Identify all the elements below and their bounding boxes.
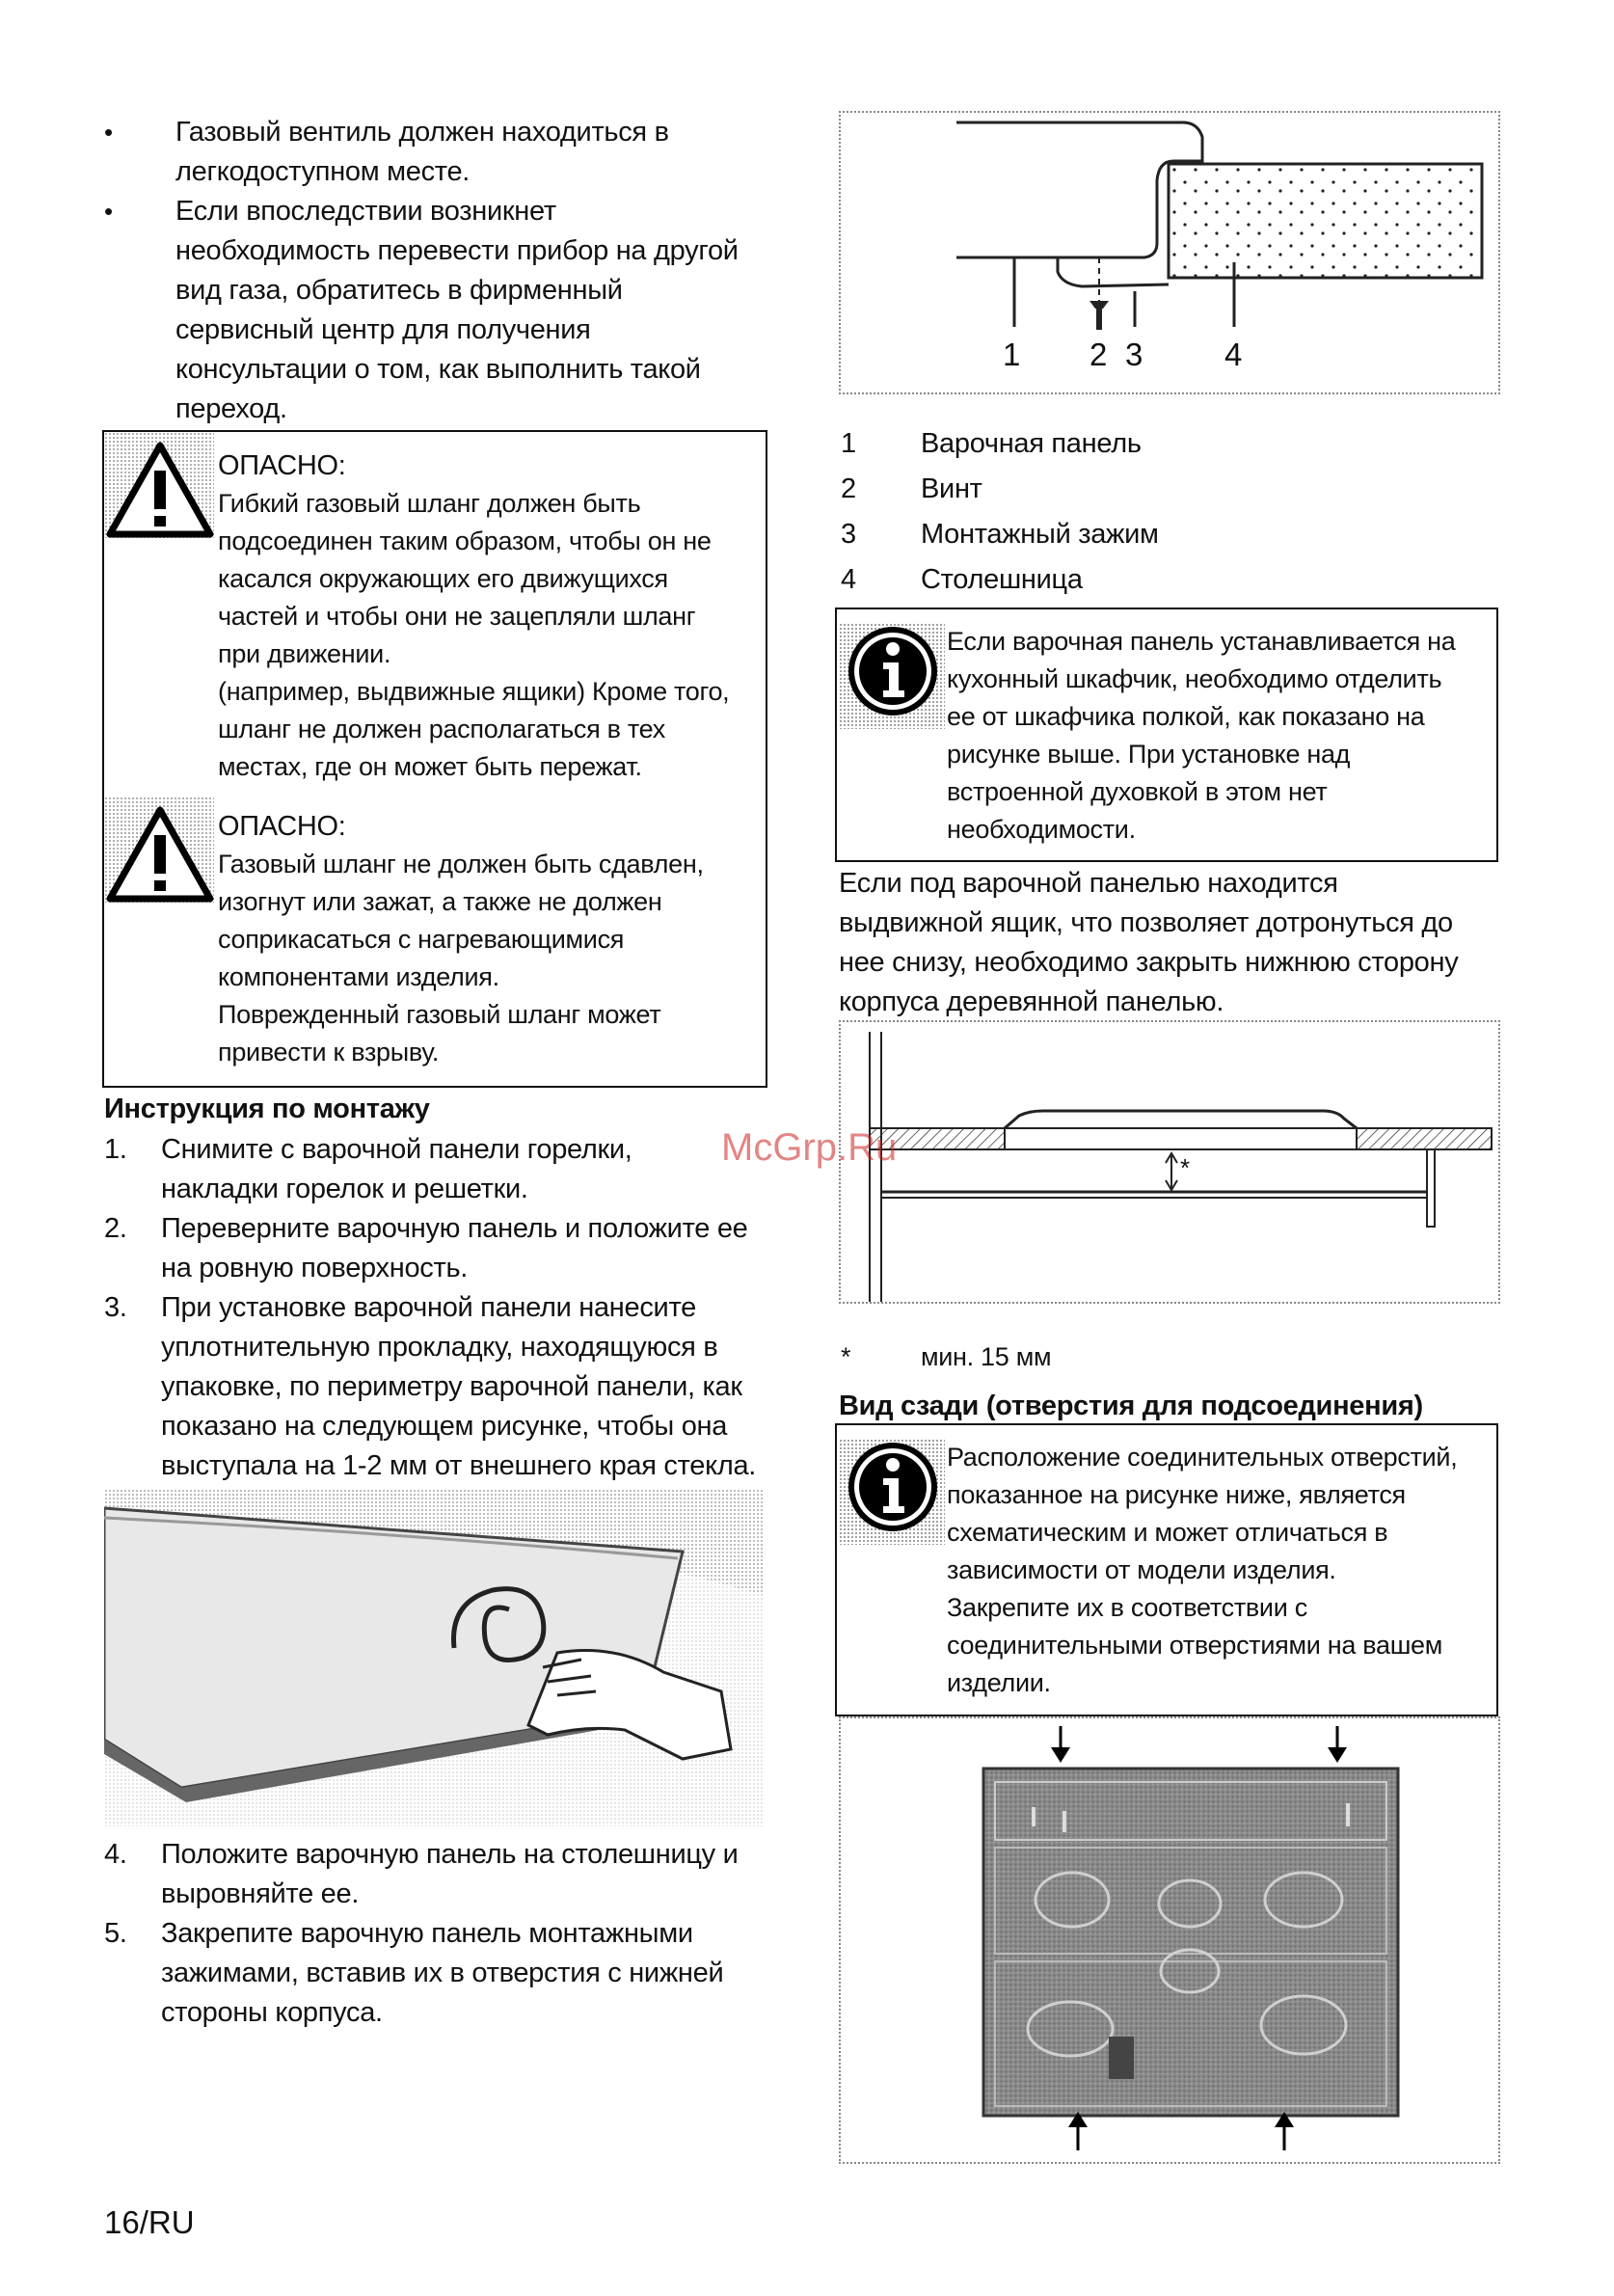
text-line: переход. xyxy=(175,393,287,424)
text-line: Поврежденный газовый шланг может xyxy=(218,1000,661,1029)
info-icon xyxy=(845,1439,941,1535)
legend-label: Варочная панель xyxy=(921,428,1142,459)
rear-view-heading: Вид сзади (отверстия для подсоединения) xyxy=(839,1391,1423,1421)
hob-gasket-drawing xyxy=(104,1489,764,1826)
info-text xyxy=(947,1439,1493,1702)
text-line: Газовый шланг не должен быть сдавлен, xyxy=(218,850,704,878)
text-line: подсоединен таким образом, чтобы он не xyxy=(218,527,712,555)
legend-label: Столешница xyxy=(921,564,1083,595)
watermark: McGrp.Ru xyxy=(721,1126,898,1169)
info-icon xyxy=(845,623,941,719)
cross-section-drawing xyxy=(841,113,1498,392)
text-line: Снимите с варочной панели горелки, xyxy=(161,1134,632,1165)
list-item xyxy=(0,1914,800,2033)
info-text xyxy=(947,623,1493,849)
step-number: 4. xyxy=(104,1839,127,1870)
text-line: кухонный шкафчик, необходимо отделить xyxy=(947,664,1442,693)
text-line: Газовый вентиль должен находиться в xyxy=(175,117,669,148)
text-line: Если под варочной панелью находится xyxy=(839,868,1338,899)
text-line: Расположение соединительных отверстий, xyxy=(947,1443,1458,1472)
list-item xyxy=(0,1209,800,1288)
page-number: 16/RU xyxy=(104,2204,195,2240)
gasket-illustration xyxy=(104,1489,764,1826)
warning-box-1 xyxy=(102,430,767,798)
text-line: касался окружающих его движущихся xyxy=(218,564,668,593)
info-box-2 xyxy=(835,1423,1498,1716)
text-line: выступала на 1-2 мм от внешнего края стекла. xyxy=(161,1450,757,1481)
footnote-text: мин. 15 мм xyxy=(921,1342,1052,1371)
text-line: упаковке, по периметру варочной панели, как xyxy=(161,1371,742,1402)
bullet-symbol: • xyxy=(104,197,113,226)
bullet-1 xyxy=(175,113,793,192)
text-line: стороны корпуса. xyxy=(161,1997,383,2028)
text-line: нее снизу, необходимо закрыть нижнюю сторону xyxy=(839,947,1459,978)
footnote-mark: * xyxy=(841,1342,851,1371)
text-line: уплотнительную прокладку, находящуюся в xyxy=(161,1332,718,1363)
text-line: изделии. xyxy=(947,1668,1051,1697)
mounting-cross-section-figure xyxy=(839,111,1500,394)
step-number: 5. xyxy=(104,1918,127,1949)
legend-number: 1 xyxy=(841,428,856,459)
drawer-clearance-figure xyxy=(839,1020,1500,1304)
warning-title: ОПАСНО: xyxy=(218,450,346,481)
text-line: необходимости. xyxy=(947,815,1136,844)
bullet-symbol: • xyxy=(104,118,113,147)
install-steps-1-3 xyxy=(0,1130,800,1486)
text-line: Если варочная панель устанавливается на xyxy=(947,627,1456,656)
warning-text xyxy=(218,485,758,786)
text-line: сервисный центр для получения xyxy=(175,314,591,345)
install-heading: Инструкция по монтажу xyxy=(104,1094,430,1124)
legend-number: 4 xyxy=(841,564,856,595)
text-line: при движении. xyxy=(218,639,391,668)
text-line: консультации о том, как выполнить такой xyxy=(175,354,701,385)
step-number: 3. xyxy=(104,1292,127,1323)
warning-text xyxy=(218,846,758,1071)
text-line: накладки горелок и решетки. xyxy=(161,1174,528,1204)
text-line: выдвижной ящик, что позволяет дотронуться до xyxy=(839,907,1453,938)
legend-label: Винт xyxy=(921,473,982,504)
text-line: легкодоступном месте. xyxy=(175,156,471,187)
text-line: Переверните варочную панель и положите ее xyxy=(161,1213,748,1244)
rear-view-drawing xyxy=(841,1718,1498,2162)
text-line: Положите варочную панель на столешницу и xyxy=(161,1839,739,1870)
text-line: зажимами, вставив их в отверстия с нижней xyxy=(161,1958,724,1988)
text-line: показано на следующем рисунке, чтобы она xyxy=(161,1411,728,1442)
text-line: При установке варочной панели нанесите xyxy=(161,1292,696,1323)
list-item xyxy=(0,1130,800,1209)
figure-label: 2 xyxy=(1089,337,1108,372)
text-line: Закрепите варочную панель монтажными xyxy=(161,1918,693,1949)
warning-title: ОПАСНО: xyxy=(218,811,346,842)
text-line: изогнут или зажат, а также не должен xyxy=(218,887,662,916)
legend-number: 2 xyxy=(841,473,856,504)
text-line: компонентами изделия. xyxy=(218,962,499,991)
text-line: Если впоследствии возникнет xyxy=(175,196,556,227)
drawer-paragraph xyxy=(839,864,1504,1022)
text-line: вид газа, обратитесь в фирменный xyxy=(175,275,623,306)
figure-label: 3 xyxy=(1125,337,1143,372)
step-number: 2. xyxy=(104,1213,127,1244)
text-line: зависимости от модели изделия. xyxy=(947,1555,1336,1584)
text-line: показанное на рисунке ниже, является xyxy=(947,1480,1406,1509)
bullet-2 xyxy=(175,192,793,429)
text-line: схематическим и может отличаться в xyxy=(947,1518,1388,1547)
text-line: выровняйте ее. xyxy=(161,1878,360,1909)
text-line: встроенной духовкой в этом нет xyxy=(947,777,1328,806)
legend-number: 3 xyxy=(841,519,856,550)
text-line: на ровную поверхность. xyxy=(161,1253,469,1283)
clearance-drawing xyxy=(841,1022,1498,1302)
warning-triangle-icon xyxy=(106,806,214,903)
legend-label: Монтажный зажим xyxy=(921,519,1159,550)
text-line: шланг не должен располагаться в тех xyxy=(218,715,665,743)
text-line: соприкасаться с нагревающимися xyxy=(218,925,625,954)
text-line: Гибкий газовый шланг должен быть xyxy=(218,489,641,518)
list-item xyxy=(0,1288,800,1486)
install-steps-4-5 xyxy=(0,1835,800,2033)
step-number: 1. xyxy=(104,1134,127,1165)
text-line: (например, выдвижные ящики) Кроме того, xyxy=(218,677,730,706)
text-line: привести к взрыву. xyxy=(218,1038,440,1067)
text-line: ее от шкафчика полкой, как показано на xyxy=(947,702,1425,731)
text-line: корпуса деревянной панелью. xyxy=(839,986,1224,1017)
figure-label: 4 xyxy=(1224,337,1243,372)
rear-view-figure xyxy=(839,1716,1500,2164)
text-line: Закрепите их в соответствии с xyxy=(947,1593,1307,1622)
text-line: необходимость перевести прибор на другой xyxy=(175,235,739,266)
text-line: соединительными отверстиями на вашем xyxy=(947,1631,1443,1660)
text-line: частей и чтобы они не зацепляли шланг xyxy=(218,602,696,631)
text-line: рисунке выше. При установке над xyxy=(947,740,1351,769)
text-line: местах, где он может быть пережат. xyxy=(218,752,642,781)
list-item xyxy=(0,1835,800,1914)
figure-label: 1 xyxy=(1003,337,1021,372)
info-box-1 xyxy=(835,608,1498,862)
warning-triangle-icon xyxy=(106,442,214,538)
clearance-asterisk: * xyxy=(1180,1153,1191,1182)
figure-legend xyxy=(841,424,1496,598)
warning-box-2 xyxy=(102,795,767,1088)
